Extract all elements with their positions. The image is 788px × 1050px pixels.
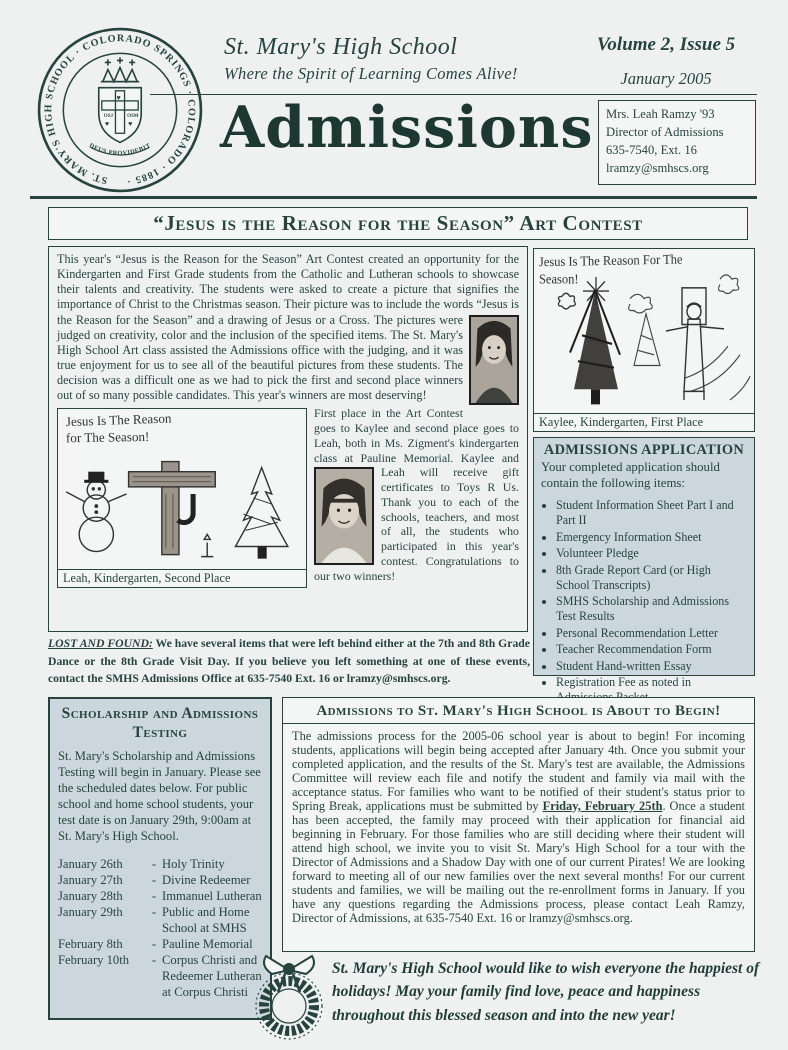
checklist-item: • Student Information Sheet Part I and Part II [556,498,747,528]
wreath-icon [250,944,328,1044]
school-seal [34,24,206,196]
leah-drawing-box [57,408,307,588]
issue-date: January 2005 [620,69,712,88]
checklist-item: • Emergency Information Sheet [556,530,747,545]
volume-label: Volume 2, Issue 5 [596,34,736,55]
scholarship-testing-title: Scholarship and Admissions Testing [61,705,259,741]
art-paragraph-1: This year's “Jesus is the Reason for the Season” Art Contest created an opportunity for the Kindergarten and First Grade students from the Catholic and Lutheran schools to showcase their talents and creativity. The students were asked to create a picture that signifies the importance of Christ to the Christmas season. Their picture was to include the words “Jesus is the Reason for the Season” and a drawing of Jesus or a Cross. [57,252,519,327]
art-paragraph-3b: Leah will receive gift certificates to Toys R Us. Thank you to each of the schools, teachers, and most of all, the students who participated in this year's contest. Congratulations to our two winners! [314,465,519,583]
kaylee-drawing-text-2: Season! [539,271,579,287]
seal-osm: OSM [127,113,139,120]
leah-drawing-text-2: for The Season! [65,429,150,446]
checklist-item: • Volunteer Pledge [556,546,747,561]
checklist-item: • Registration Fee as noted in [556,675,747,705]
svg-text:♥: ♥ [116,93,121,102]
schedule-location: Public and Home School at SMHS [162,905,250,936]
art-paragraph-2: The pictures were judged on creativity, color and the inclusion of the specified items. The St. Mary's High School Art class assisted the Admissions office with the judging, and it was true enjoyment for us to see all of the beautiful pictures from these students. The decision was a difficult one as we had to pick the first and second place winners out of so many possible candidates. This year's winners are most deserving! [57,312,463,403]
newsletter-title: Admissions [220,94,594,161]
scribble-sketch [629,275,750,400]
contact-name: Mrs. Leah Ramzy '93 [606,107,715,121]
kaylee-photo [469,315,519,405]
schedule-dash: - [151,905,157,920]
kaylee-drawing-text-1: Jesus Is The Reason For The [538,251,683,270]
kaylee-drawing-box [533,248,755,432]
leah-photo [314,467,374,565]
checklist-item: • 8th Grade Report Card (or High School Transcripts) [556,563,747,593]
schedule-location: Immanuel Lutheran [162,889,262,904]
schedule-date: January 28th [58,889,123,904]
begin-body-post: . Once a student has been accepted, the family may proceed with their application for financial aid beginning in February. For those families who are still deciding where their student will attend high school, we invite you to visit St. Mary's High School for a tour with the Director of Admissions and a Shadow Day with one of our current Pirates! We are looking forward to meeting all of our new families over the next several months! For our current students and families, we will be mailing out the re-enrollment forms in January. If you have any questions regarding the Admissions process, please contact Leah Ramzy, Director of Admissions, at 635-7540 Ext. 16 or lramzy@smhscs.org. [292,799,745,926]
admissions-begin-headline: Admissions to St. Mary's High School is About to Begin! [316,703,721,719]
snowman-sketch [66,472,126,552]
checklist-item: • SMHS Scholarship and Admissions Test Results [556,594,747,624]
checklist-item: • Teacher Recommendation Form [556,642,747,657]
headline-divider [283,723,754,724]
holiday-message: St. Mary's High School would like to wish everyone the happiest of holidays! May your family find love, peace and happiness throughout this blessed season and into the new year! [332,960,760,1024]
masthead [224,34,584,84]
contact-email: lramzy@smhscs.org [606,160,709,175]
schedule-dash: - [151,953,157,967]
schedule-row [58,905,262,937]
art-contest-article [48,246,528,632]
admissions-application-box [533,437,755,690]
begin-body-pre: The admissions process for the 2005-06 school year is about to begin! For incoming students, applications will begin being accepted after January 4th. Once you submit your completed application, and the results of the St. Mary's test are available, the Admissions Committee will review each file and notify the student and family via mail with the acceptance status. For families who want to be notified of their student's status prior to Spring Break, applications must be submitted by [292,729,745,814]
contact-role: Director of Admissions [606,124,724,139]
school-name: St. Mary's High School [224,34,458,60]
schedule-date: January 29th [58,905,123,920]
admissions-begin-article [282,697,755,952]
schedule-location: Pauline Memorial [162,937,253,952]
admissions-begin-body [292,729,745,925]
dark-tree-sketch [570,290,620,404]
checklist-item: • Personal Recommendation Letter [556,626,747,641]
issue-block [576,34,756,89]
scholarship-testing-intro: St. Mary's Scholarship and Admissions Testing will begin in January. Please see the scheduled dates below. For public school and home school students, your test date is on January 29th, 9:00am at St. Mary's High School. [58,749,261,844]
art-contest-headline: “Jesus is the Reason for the Season” Art Contest [48,207,748,240]
cross-sketch [129,462,216,555]
schedule-location: Divine Redeemer [162,873,251,888]
leah-drawing [58,409,306,569]
leah-caption: Leah, Kindergarten, Second Place [58,569,306,587]
schedule-dash: - [151,857,157,872]
svg-text:DEUS PROVIDEBIT [88,142,152,157]
schedule-row [58,889,262,905]
schedule-date: February 8th [58,937,123,952]
schedule-row [58,873,262,889]
schedule-row [58,937,262,953]
lost-and-found-label: LOST AND FOUND: [48,637,153,650]
art-paragraph-3a: First place in the Art Contest goes to Kaylee and second place goes to Leah, both in Ms. Zigment's kindergarten class at Pauline Memorial. Kaylee and [314,406,519,465]
checklist-item: • Student Hand-written Essay [556,659,747,674]
schedule-date: January 26th [58,857,123,872]
jesus-figure-sketch [666,288,724,400]
kaylee-caption: Kaylee, Kindergarten, First Place [534,413,754,431]
application-box-title: ADMISSIONS APPLICATION [543,442,745,458]
svg-text:♥: ♥ [104,120,110,129]
deadline-text: Friday, February 25th [542,799,663,814]
leah-drawing-text-1: Jesus Is The Reason [65,410,172,430]
school-tagline: Where the Spirit of Learning Comes Alive! [224,64,518,83]
seal-motto: DEUS PROVIDEBIT [88,142,152,158]
schedule-row [58,857,262,873]
kaylee-drawing [534,249,754,413]
schedule-dash: - [151,889,157,904]
schedule-dash: - [151,937,157,952]
application-checklist [541,498,747,705]
schedule-dash: - [151,873,157,888]
schedule-row [58,953,262,1001]
shield-icon [99,88,141,143]
testing-schedule [58,857,262,1001]
scholarship-testing-box [48,697,272,1020]
schedule-date: January 27th [58,873,123,888]
contact-phone: 635-7540, Ext. 16 [606,142,697,157]
seal-ring-text: ST. MARY'S HIGH SCHOOL · COLORADO SPRINGS · COLORADO · 1885 · [43,33,197,187]
seal-osj: OSJ [103,113,114,120]
schedule-location: Corpus Christi and Redeemer Lutheran at Corpus Christi [162,953,262,999]
contact-box [598,100,756,185]
application-box-intro: Your completed application should contain the following items: [541,460,720,490]
art-bottom-block [57,406,519,586]
crown-icon [101,57,139,81]
lost-and-found-text: We have several items that were left behind either at the 7th and 8th Grade Dance or the 8th Grade Visit Day. If you believe you left something at one of these events, contact the SMHS Admissions Office at 635-7540 Ext. 16 or lramzy@smhscs.org. [48,637,530,686]
svg-text:♥: ♥ [128,120,133,129]
header-divider [30,196,757,199]
lost-and-found-notice [48,635,530,688]
schedule-location: Holy Trinity [162,857,225,872]
schedule-date: February 10th [58,953,129,967]
